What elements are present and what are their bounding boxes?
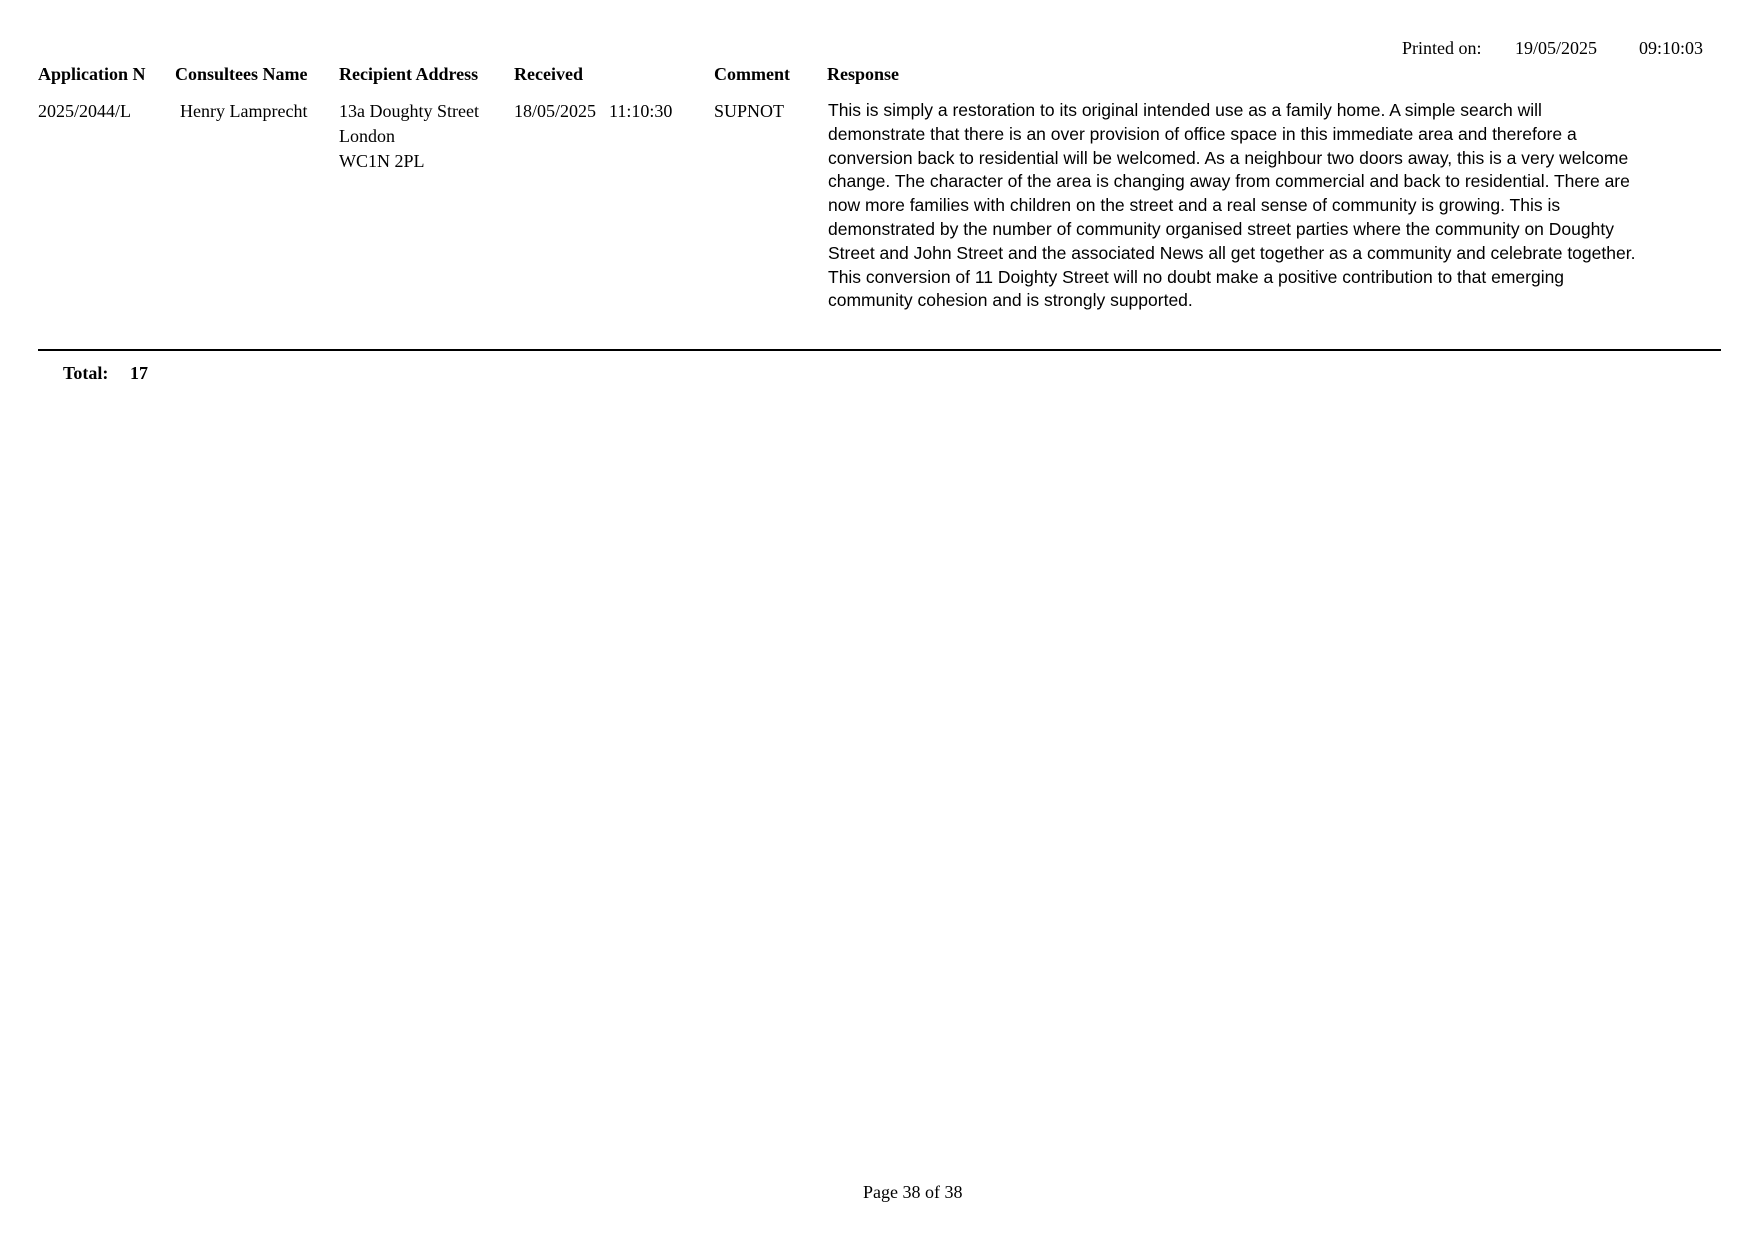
header-response: Response: [827, 64, 900, 84]
printed-on-label: Printed on:: [1402, 38, 1482, 58]
cell-application-no: 2025/2044/L: [38, 101, 131, 121]
cell-consultee-name: Henry Lamprecht: [180, 101, 308, 121]
cell-response: This is simply a restoration to its original intended use as a family home. A simple search will demonstrate that there is an over provision of office space in this immediate area and therefore a conversion back to residential will be welcomed. As a neighbour two doors away, this is a very welcome change. The character of the area is changing away from commercial and back to residential. There are now more families with children on the street and a real sense of community is growing. This is demonstrated by the number of community organised street parties where the community on Doughty Street and John Street and the associated News all get together as a community and celebrate together. This conversion of 11 Doighty Street will no doubt make a positive contribution to that emerging community cohesion and is strongly supported.: [828, 100, 1636, 311]
header-received: Received: [514, 64, 583, 84]
cell-comment: SUPNOT: [714, 101, 785, 121]
address-line-3: WC1N 2PL: [339, 151, 425, 171]
header-comment: Comment: [714, 64, 790, 84]
cell-received-date: 18/05/2025: [514, 101, 597, 121]
total-label: Total:: [63, 363, 109, 383]
cell-recipient-address: [339, 99, 479, 174]
header-application-no: Application N: [38, 64, 146, 84]
total-value: 17: [130, 363, 148, 383]
header-consultee-name: Consultees Name: [175, 64, 308, 84]
cell-received-time: 11:10:30: [609, 101, 673, 121]
header-recipient-address: Recipient Address: [339, 64, 479, 84]
address-line-2: London: [339, 126, 395, 146]
printed-on-time: 09:10:03: [1639, 38, 1704, 58]
printed-on-date: 19/05/2025: [1515, 38, 1598, 58]
address-line-1: 13a Doughty Street: [339, 101, 479, 121]
table-divider: [38, 349, 1721, 351]
page-number: Page 38 of 38: [863, 1182, 963, 1202]
